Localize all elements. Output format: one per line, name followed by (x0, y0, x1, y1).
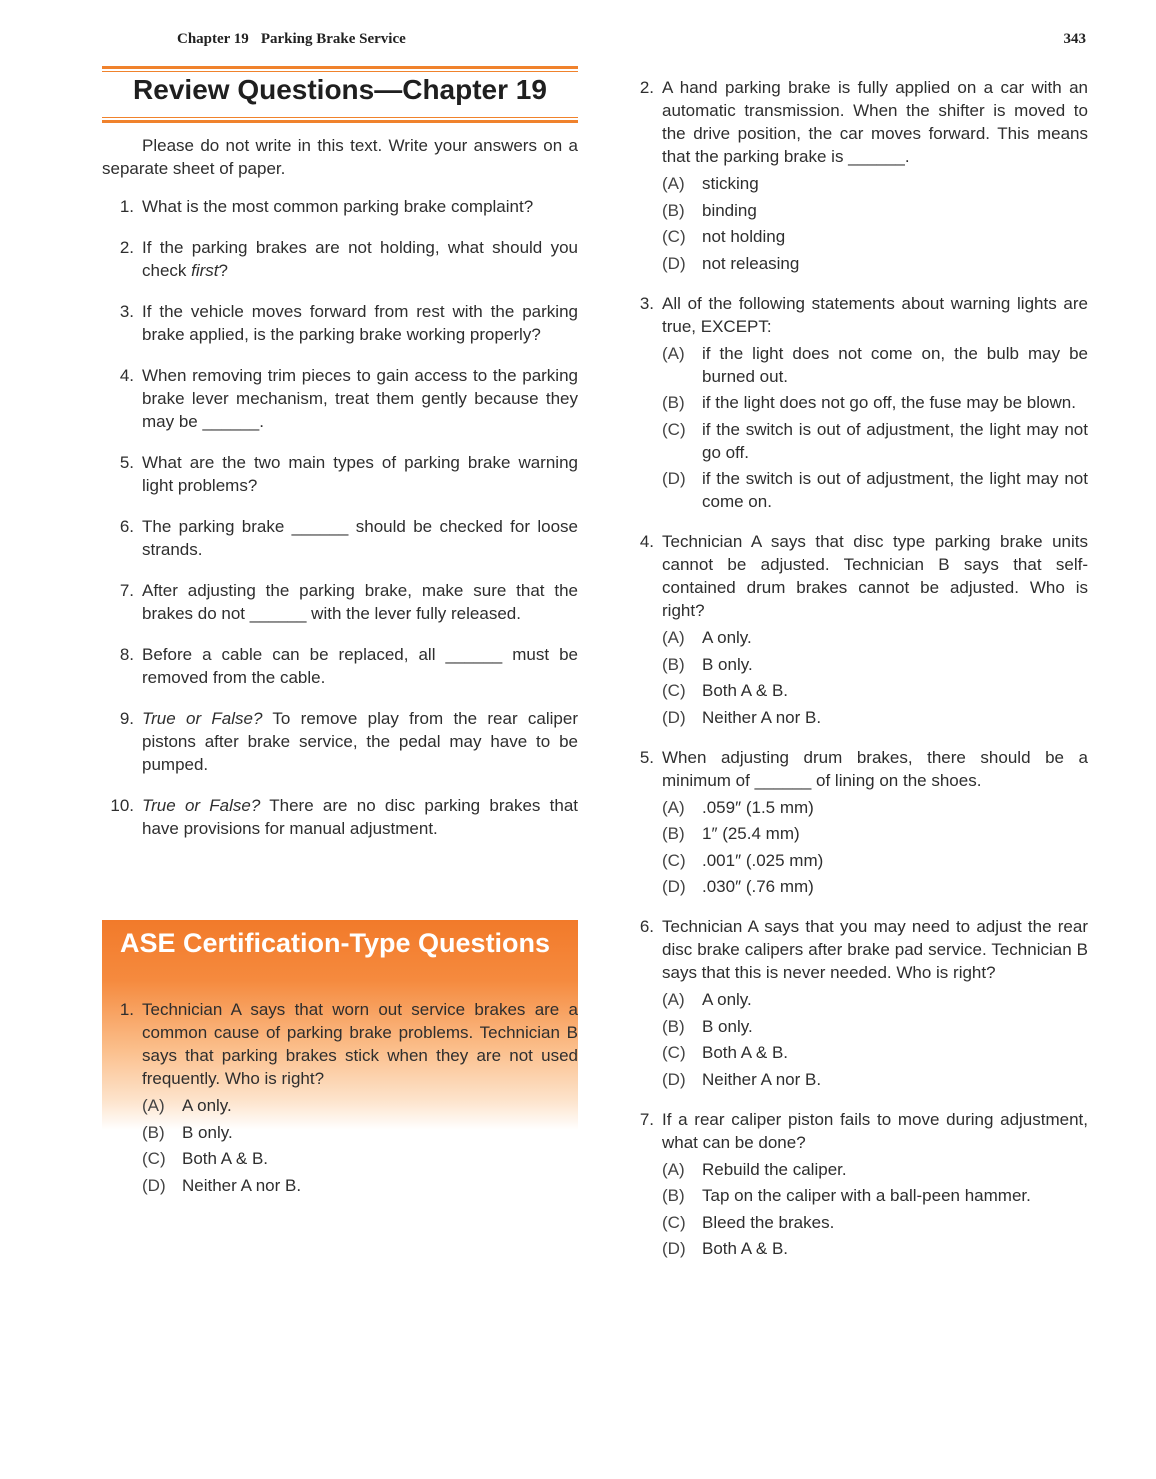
answer-option: (A) A only. (142, 1096, 232, 1115)
answer-option: (C) Bleed the brakes. (662, 1212, 835, 1232)
page-number: 343 (1063, 31, 1086, 47)
review-question: 10. True or False? There are no disc parking brakes that have provisions for manual adjustment. (110, 796, 578, 838)
answer-options (662, 172, 1088, 275)
answer-option: (D) Neither A nor B. (662, 1069, 822, 1089)
answer-option: (A) .059″ (1.5 mm) (662, 797, 814, 817)
review-question: 3. If the vehicle moves forward from rest with the parking brake applied, is the parking brake working properly? (119, 302, 578, 344)
title-rule-top (102, 66, 578, 69)
answer-option: (C) Both A & B. (662, 1043, 789, 1062)
answer-option: (B) binding (662, 200, 757, 220)
ase-question: 4. Technician A says that disc type parking brake units cannot be adjusted. Technician B says that self-contained drum brakes cannot be adjusted. Who is right? (A) A only. (B) B only. (C) Both A & B. (D) Neither A nor B. (639, 532, 1088, 727)
answer-option: (A) sticking (662, 174, 759, 193)
ase-question-list-left (102, 998, 578, 1214)
review-title: Review Questions—Chapter 19 (133, 74, 547, 105)
review-question: 6. The parking brake ______ should be checked for loose strands. (119, 517, 578, 559)
section-label: Parking Brake Service (260, 31, 406, 47)
ase-question: 1. Technician A says that worn out service brakes are a common cause of parking brake problems. Technician B says that parking brakes stick when they are not used frequently. Who is right? (A) A only. (B) B only. (C) Both A & B. (D) Neither A nor B. (119, 1000, 578, 1195)
answer-option: (C) Both A & B. (142, 1149, 269, 1168)
review-question: 1. What is the most common parking brake complaint? (119, 197, 534, 216)
answer-option: (C) Both A & B. (662, 681, 789, 700)
answer-option: (D) Both A & B. (662, 1239, 789, 1258)
answer-option: (B) B only. (142, 1122, 233, 1142)
answer-option: (A) if the light does not come on, the bulb may be burned out. (662, 343, 1088, 386)
answer-options (662, 988, 1088, 1091)
answer-option: (A) Rebuild the caliper. (662, 1159, 847, 1179)
answer-option: (B) B only. (662, 1016, 753, 1036)
ase-question: 5. When adjusting drum brakes, there should be a minimum of ______ of lining on the shoes. (A) .059″ (1.5 mm) (B) 1″ (25.4 mm) (C) .001″ (.025 mm) (D) .030″ (.76 mm) (639, 747, 1088, 896)
answer-option: (A) A only. (662, 628, 752, 647)
answer-option: (D) Neither A nor B. (142, 1175, 302, 1195)
answer-options (662, 796, 1088, 899)
title-rule-bottom (102, 120, 578, 123)
answer-option: (B) B only. (662, 654, 753, 674)
review-question: 7. After adjusting the parking brake, make sure that the brakes do not ______ with the lever fully released. (119, 581, 578, 623)
answer-option: (D) .030″ (.76 mm) (662, 877, 814, 896)
review-question: 5. What are the two main types of parking brake warning light problems? (119, 453, 578, 495)
title-rule-top-thin (102, 71, 578, 72)
answer-options (662, 342, 1088, 514)
ase-title: ASE Certification-Type Questions (120, 928, 551, 958)
review-question-list (102, 195, 578, 858)
chapter-label: Chapter 19 (177, 31, 249, 47)
answer-option: (C) not holding (662, 227, 786, 246)
ase-question: 3. All of the following statements about warning lights are true, EXCEPT: (A) if the light does not come on, the bulb may be burned out. (B) if the light does not go off, the fuse may be blown. (C) if the switch is out of adjustment, the light may not go off. (D) if the switch is out of adjustment, the light may not come on. (639, 293, 1088, 511)
title-rule-bottom-thin (102, 117, 578, 118)
ase-question: 7. If a rear caliper piston fails to move during adjustment, what can be done? (A) Rebuild the caliper. (B) Tap on the caliper with a ball-peen hammer. (C) Bleed the brakes. (D) Both A & B. (639, 1109, 1088, 1258)
answer-option: (B) 1″ (25.4 mm) (662, 824, 800, 843)
answer-option: (C) if the switch is out of adjustment, the light may not go off. (662, 419, 1088, 462)
answer-options (142, 1094, 578, 1197)
ase-question-list-right (622, 76, 1088, 1277)
answer-option: (B) Tap on the caliper with a ball-peen hammer. (662, 1186, 1031, 1205)
review-question: 2. If the parking brakes are not holding, what should you check first? (119, 238, 578, 280)
answer-options (662, 626, 1088, 729)
review-question: 9. True or False? To remove play from the rear caliper pistons after brake service, the pedal may have to be pumped. (119, 709, 578, 774)
answer-option: (C) .001″ (.025 mm) (662, 850, 824, 870)
answer-options (662, 1158, 1088, 1261)
ase-question: 2. A hand parking brake is fully applied on a car with an automatic transmission. When the shifter is moved to the drive position, the car moves forward. This means that the parking brake is ______. (A) sticking (B) binding (C) not holding (D) not releasing (639, 78, 1088, 273)
review-question: 8. Before a cable can be replaced, all ______ must be removed from the cable. (119, 645, 578, 687)
review-question: 4. When removing trim pieces to gain access to the parking brake lever mechanism, treat them gently because they may be ______. (119, 366, 578, 431)
answer-option: (A) A only. (662, 990, 752, 1009)
review-intro: Please do not write in this text. Write your answers on a separate sheet of paper. (102, 136, 578, 178)
ase-question: 6. Technician A says that you may need to adjust the rear disc brake calipers after brake pad service. Technician B says that this is never needed. Who is right? (A) A only. (B) B only. (C) Both A & B. (D) Neither A nor B. (639, 917, 1088, 1089)
answer-option: (D) not releasing (662, 253, 800, 273)
answer-option: (D) if the switch is out of adjustment, the light may not come on. (662, 469, 1088, 511)
running-header (177, 31, 406, 48)
answer-option: (B) if the light does not go off, the fuse may be blown. (662, 393, 1076, 412)
answer-option: (D) Neither A nor B. (662, 707, 822, 727)
